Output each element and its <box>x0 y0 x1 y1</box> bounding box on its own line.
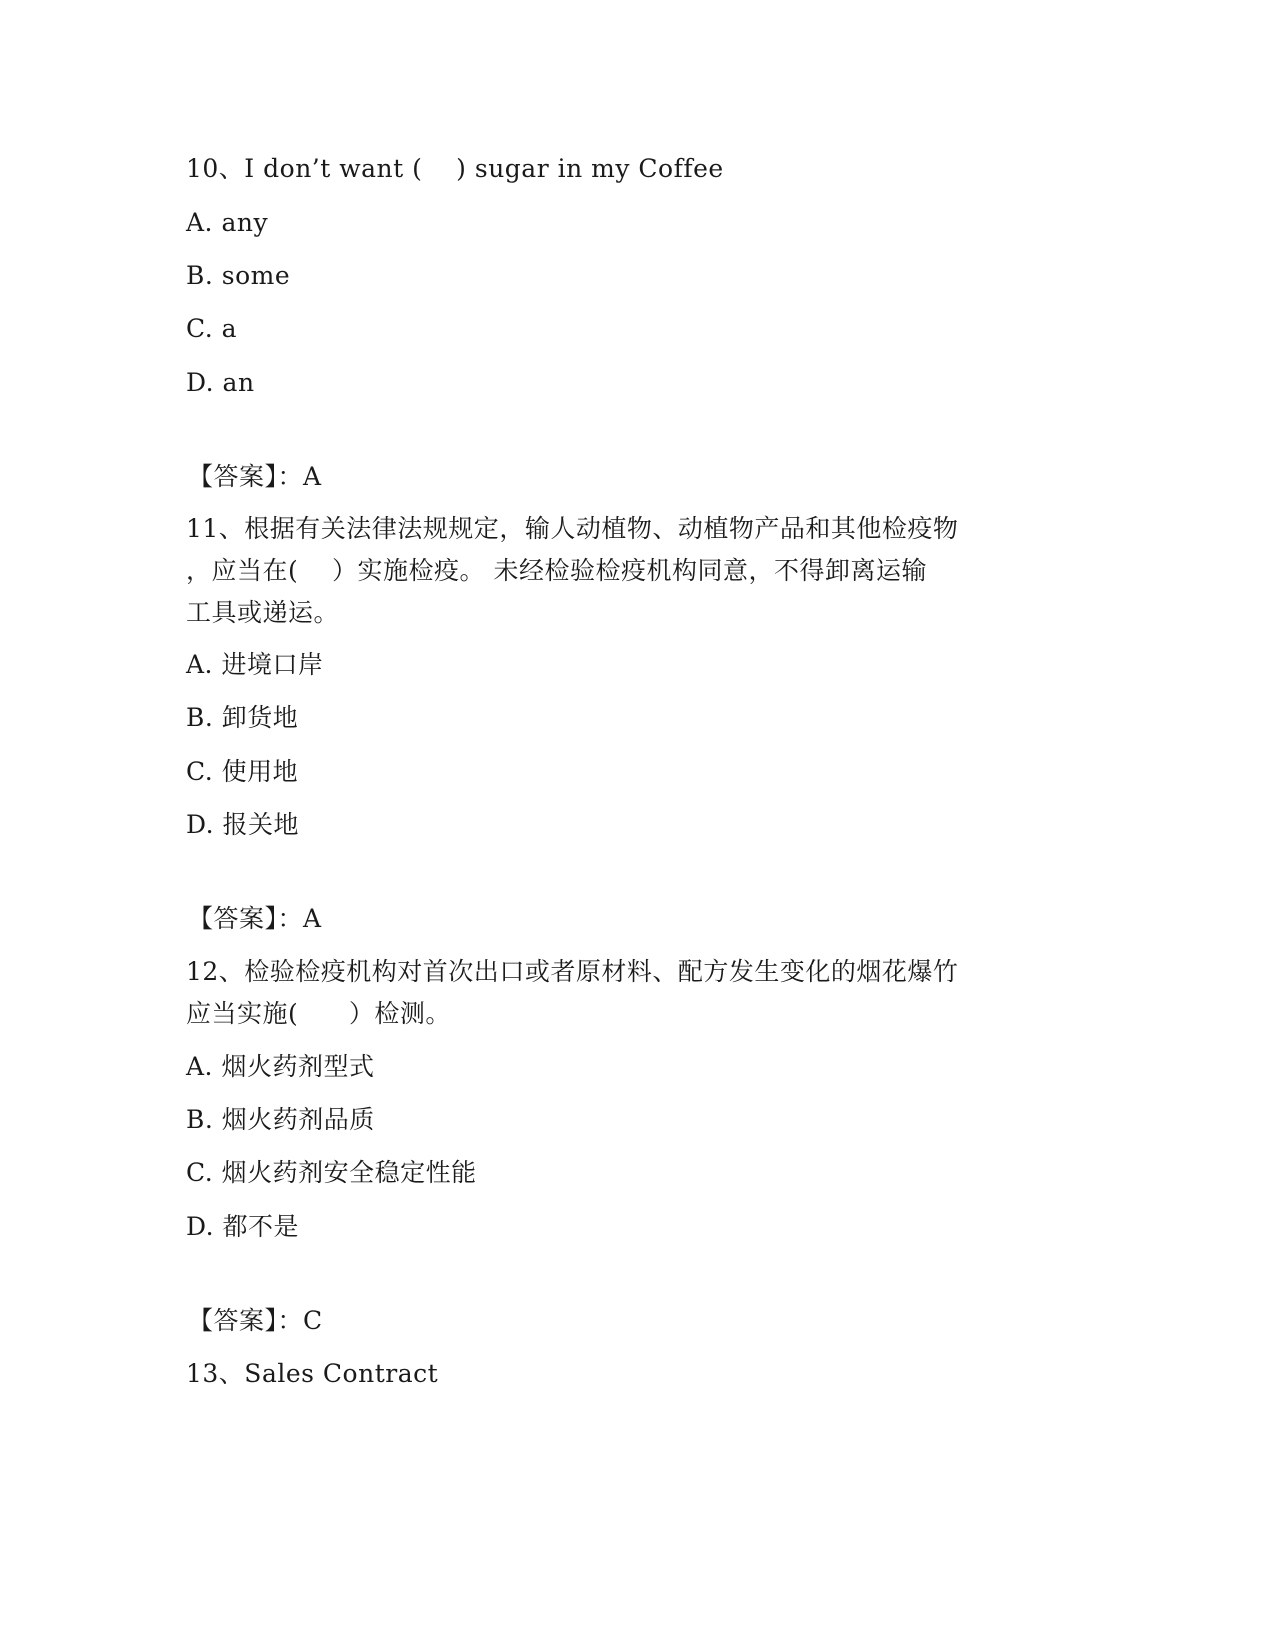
question-10-option-d: D. an <box>186 368 255 397</box>
question-10-answer <box>188 462 322 492</box>
answer-label: 【答案】： <box>188 462 304 491</box>
answer-value: A <box>303 904 322 933</box>
question-11-option-b: B. 卸货地 <box>186 703 299 732</box>
question-12-option-b: B. 烟火药剂品质 <box>186 1105 375 1134</box>
question-12-answer <box>188 1306 323 1336</box>
question-11-option-d: D. 报关地 <box>186 810 300 839</box>
question-10-stem: 10、I don’t want ( ) sugar in my Coffee <box>186 154 724 183</box>
question-10-option-a: A. any <box>186 208 269 237</box>
question-12-stem-line-1: 12、检验检疫机构对首次出口或者原材料、配方发生变化的烟花爆竹 <box>186 957 959 986</box>
question-12-option-d: D. 都不是 <box>186 1212 300 1241</box>
question-12-option-c: C. 烟火药剂安全稳定性能 <box>186 1158 477 1187</box>
answer-label: 【答案】： <box>188 904 304 933</box>
question-11-option-a: A. 进境口岸 <box>186 650 324 679</box>
question-11-answer <box>188 904 322 934</box>
question-13-stem: 13、Sales Contract <box>186 1359 439 1388</box>
answer-value: C <box>303 1306 323 1335</box>
answer-label: 【答案】： <box>188 1306 304 1335</box>
question-10-option-b: B. some <box>186 261 291 290</box>
question-11-stem-line-3: 工具或递运。 <box>186 598 340 627</box>
question-11-stem-line-2: ，应当在( ）实施检疫。 未经检验检疫机构同意，不得卸离运输 <box>186 556 927 585</box>
question-10-option-c: C. a <box>186 314 238 343</box>
answer-value: A <box>303 462 322 491</box>
question-11-stem-line-1: 11、根据有关法律法规规定，输人动植物、动植物产品和其他检疫物 <box>186 514 959 543</box>
question-11-option-c: C. 使用地 <box>186 757 299 786</box>
question-12-stem-line-2: 应当实施( ）检测。 <box>186 999 451 1028</box>
question-12-option-a: A. 烟火药剂型式 <box>186 1052 375 1081</box>
